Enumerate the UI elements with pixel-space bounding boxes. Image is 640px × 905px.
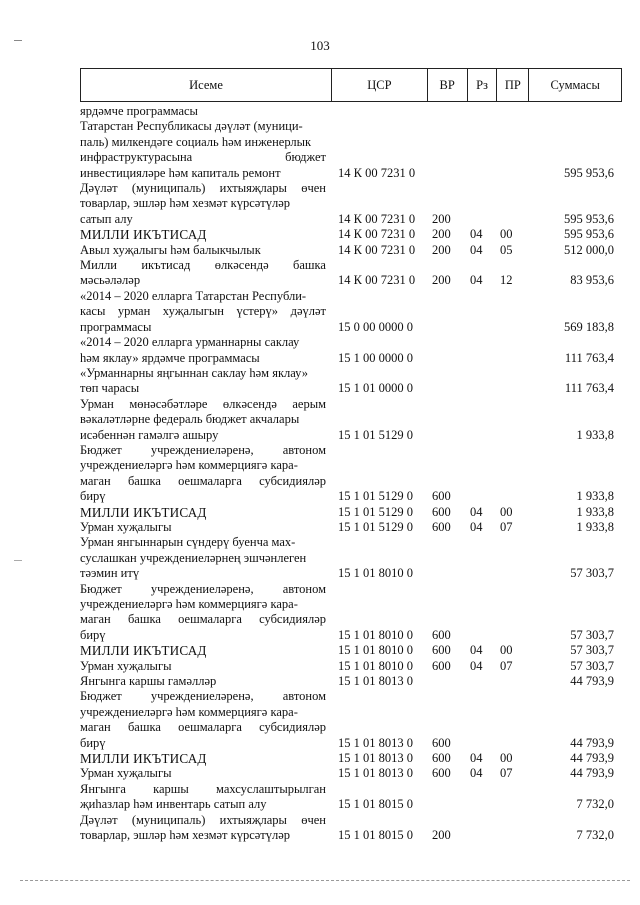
table-row [80,227,622,242]
row-pr: 00 [500,504,513,519]
row-name-line: суслашкан учреждениеләрнең эшчәнлеген [80,550,307,565]
table-row [80,582,622,644]
row-name-line: сатып алу [80,211,133,226]
row-name-line: Янгынга каршы махсуслаштырылган [80,781,326,796]
row-vr: 600 [432,751,451,766]
row-name-line: Татарстан Республикасы дәүләт (муници- [80,119,303,134]
row-pr: 00 [500,751,513,766]
row-name-line: «Урманнарны яңгыннан саклау һәм яклау» [80,365,308,380]
row-name [80,258,332,289]
row-sum: 7 732,0 [576,797,614,812]
row-name-line: маган башка оешмаларга субсидияләр [80,720,326,735]
row-sum: 83 953,6 [570,273,614,288]
row-vr: 200 [432,273,451,288]
header-sum: Суммасы [550,77,600,92]
row-name [80,582,332,644]
row-name [80,335,332,366]
row-csr: 15 1 01 8010 0 [338,658,413,673]
row-name [80,535,332,581]
row-name [80,289,332,335]
row-name-line: Бюджет учреждениеләренә, автоном [80,581,326,596]
row-name [80,227,332,242]
row-sum: 7 732,0 [576,828,614,843]
header-csr: ЦСР [332,69,428,101]
row-name [80,366,332,397]
row-vr: 600 [432,489,451,504]
header-vr: ВР [428,69,468,101]
row-vr: 600 [432,766,451,781]
row-name-line: тәэмин итү [80,566,140,581]
row-csr: 15 1 01 5129 0 [338,427,413,442]
row-sum: 1 933,8 [576,519,614,534]
row-name-line: товарлар, эшләр һәм хезмәт күрсәтүләр [80,196,291,211]
row-sum: 44 793,9 [570,751,614,766]
row-name-line: Урман хуҗалыгы [80,519,172,534]
row-name-line: маган башка оешмаларга субсидияләр [80,612,326,627]
row-name-line: паль) милкендәге социаль һәм инженерлык [80,134,312,149]
row-pr: 07 [500,519,513,534]
row-name-line: товарлар, эшләр һәм хезмәт күрсәтүләр [80,828,291,843]
header-rz: Рз [468,69,498,101]
row-name-line: Урман хуҗалыгы [80,766,172,781]
row-csr: 15 1 01 8015 0 [338,828,413,843]
row-name [80,674,332,689]
header-pr: ПР [497,69,529,101]
row-name [80,643,332,658]
row-name [80,659,332,674]
table-body [80,104,622,844]
table-row [80,643,622,658]
table-row [80,766,622,781]
row-csr: 15 1 01 8010 0 [338,643,413,658]
row-name-line: Авыл хуҗалыгы һәм балыкчылык [80,242,261,257]
row-name [80,181,332,227]
row-name-line: МИЛЛИ ИКЪТИСАД [80,643,207,659]
table-row [80,535,622,581]
row-rz: 04 [470,273,483,288]
row-name-line: бирү [80,489,106,504]
row-name-line: Янгынга каршы гамәлләр [80,674,217,689]
row-sum: 57 303,7 [570,643,614,658]
page-bottom-rule [20,880,630,881]
row-name-line: һәм яклау» ярдәмче программасы [80,350,260,365]
row-name [80,813,332,844]
row-csr: 15 1 01 5129 0 [338,489,413,504]
row-rz: 04 [470,643,483,658]
row-sum: 1 933,8 [576,489,614,504]
row-name [80,243,332,258]
row-csr: 14 К 00 7231 0 [338,227,416,242]
row-name-line: Урман мөнәсәбәтләре өлкәсендә аерым [80,396,326,411]
row-name-line: исәбеннән гамәлгә ашыру [80,427,219,442]
table-row [80,520,622,535]
row-vr: 200 [432,828,451,843]
table-row [80,659,622,674]
row-name-line: Дәүләт (муниципаль) ихтыяҗлары өчен [80,812,326,827]
table-row [80,505,622,520]
row-csr: 15 1 01 0000 0 [338,381,413,396]
row-rz: 04 [470,242,483,257]
row-name-line: учреждениеләргә һәм коммерциягә кара- [80,458,298,473]
row-rz: 04 [470,504,483,519]
table-row [80,782,622,813]
row-rz: 04 [470,766,483,781]
page-number: 103 [310,38,330,53]
row-name-line: мәсьәләләр [80,273,141,288]
row-rz: 04 [470,519,483,534]
row-name [80,443,332,505]
row-name-line: инвестицияләре һәм капиталь ремонт [80,165,281,180]
row-sum: 44 793,9 [570,735,614,750]
table-row [80,366,622,397]
row-name-line: «2014 – 2020 елларга урманнарны саклау [80,335,300,350]
row-sum: 595 953,6 [564,165,614,180]
row-name-line: Урман янгыннарын сүндерү буенча мах- [80,535,296,550]
row-name-line: учреждениеләргә һәм коммерциягә кара- [80,704,298,719]
row-vr: 600 [432,627,451,642]
row-vr: 600 [432,504,451,519]
row-sum: 1 933,8 [576,504,614,519]
row-csr: 14 К 00 7231 0 [338,211,416,226]
row-name [80,104,332,119]
row-sum: 512 000,0 [564,242,614,257]
row-name [80,397,332,443]
row-name-line: касы урман хуҗалыгын үстерү» дәүләт [80,304,326,319]
row-csr: 15 1 01 5129 0 [338,519,413,534]
row-pr: 07 [500,766,513,781]
row-name-line: Бюджет учреждениеләренә, автоном [80,442,326,457]
row-pr: 07 [500,658,513,673]
row-pr: 00 [500,643,513,658]
table-row [80,119,622,181]
row-csr: 15 1 01 5129 0 [338,504,413,519]
row-csr: 15 1 01 8015 0 [338,797,413,812]
row-csr: 15 1 01 8010 0 [338,566,413,581]
row-name-line: җиһазлар һәм инвентарь сатып алу [80,797,267,812]
row-csr: 14 К 00 7231 0 [338,242,416,257]
row-csr: 15 1 00 0000 0 [338,350,413,365]
row-sum: 569 183,8 [564,319,614,334]
row-csr: 14 К 00 7231 0 [338,273,416,288]
row-name-line: МИЛЛИ ИКЪТИСАД [80,751,207,767]
row-rz: 04 [470,658,483,673]
row-name [80,520,332,535]
row-sum: 57 303,7 [570,566,614,581]
table-row [80,397,622,443]
row-sum: 111 763,4 [564,350,614,365]
row-name-line: бирү [80,627,106,642]
row-name [80,505,332,520]
table-row [80,258,622,289]
row-name-line: Милли икътисад өлкәсендә башка [80,258,326,273]
row-name-line: инфраструктурасына бюджет [80,150,326,165]
row-name-line: ярдәмче программасы [80,104,198,118]
row-name-line: учреждениеләргә һәм коммерциягә кара- [80,597,298,611]
row-name-line: төп чарасы [80,381,140,396]
row-csr: 15 1 01 8013 0 [338,674,413,689]
table-row [80,243,622,258]
row-csr: 15 1 01 8013 0 [338,766,413,781]
row-name-line: Бюджет учреждениеләренә, автоном [80,689,326,704]
table-header [80,68,622,102]
header-name: Исеме [81,69,332,101]
row-csr: 15 1 01 8010 0 [338,627,413,642]
row-name [80,689,332,751]
row-sum: 57 303,7 [570,627,614,642]
row-vr: 600 [432,519,451,534]
table-row [80,335,622,366]
row-name-line: вәкаләтләрне федераль бюджет акчалары [80,412,300,427]
row-sum: 57 303,7 [570,658,614,673]
row-rz: 04 [470,751,483,766]
table-row [80,813,622,844]
row-csr: 15 1 01 8013 0 [338,735,413,750]
row-name-line: Урман хуҗалыгы [80,658,172,673]
row-name-line: Дәүләт (муниципаль) ихтыяҗлары өчен [80,181,326,196]
table-row [80,751,622,766]
row-name-line: бирү [80,735,106,750]
row-sum: 595 953,6 [564,227,614,242]
row-sum: 44 793,9 [570,674,614,689]
row-vr: 600 [432,735,451,750]
table-row [80,674,622,689]
row-name [80,751,332,766]
table-row [80,443,622,505]
row-name [80,782,332,813]
row-sum: 1 933,8 [576,427,614,442]
row-vr: 200 [432,211,451,226]
row-vr: 600 [432,643,451,658]
row-pr: 05 [500,242,513,257]
row-sum: 111 763,4 [564,381,614,396]
table-row [80,181,622,227]
row-name [80,119,332,181]
scan-mark [14,560,22,561]
row-pr: 00 [500,227,513,242]
row-csr: 14 К 00 7231 0 [338,165,416,180]
row-name-line: МИЛЛИ ИКЪТИСАД [80,504,207,520]
row-name-line: маган башка оешмаларга субсидияләр [80,473,326,488]
table-row [80,289,622,335]
row-pr: 12 [500,273,513,288]
row-name-line: «2014 – 2020 елларга Татарстан Республи- [80,288,307,303]
row-vr: 200 [432,242,451,257]
row-name-line: МИЛЛИ ИКЪТИСАД [80,227,207,243]
row-rz: 04 [470,227,483,242]
row-vr: 200 [432,227,451,242]
row-csr: 15 1 01 8013 0 [338,751,413,766]
table-row [80,104,622,119]
row-name-line: программасы [80,319,152,334]
row-sum: 595 953,6 [564,211,614,226]
row-csr: 15 0 00 0000 0 [338,319,413,334]
table-row [80,689,622,751]
row-name [80,766,332,781]
row-vr: 600 [432,658,451,673]
row-sum: 44 793,9 [570,766,614,781]
